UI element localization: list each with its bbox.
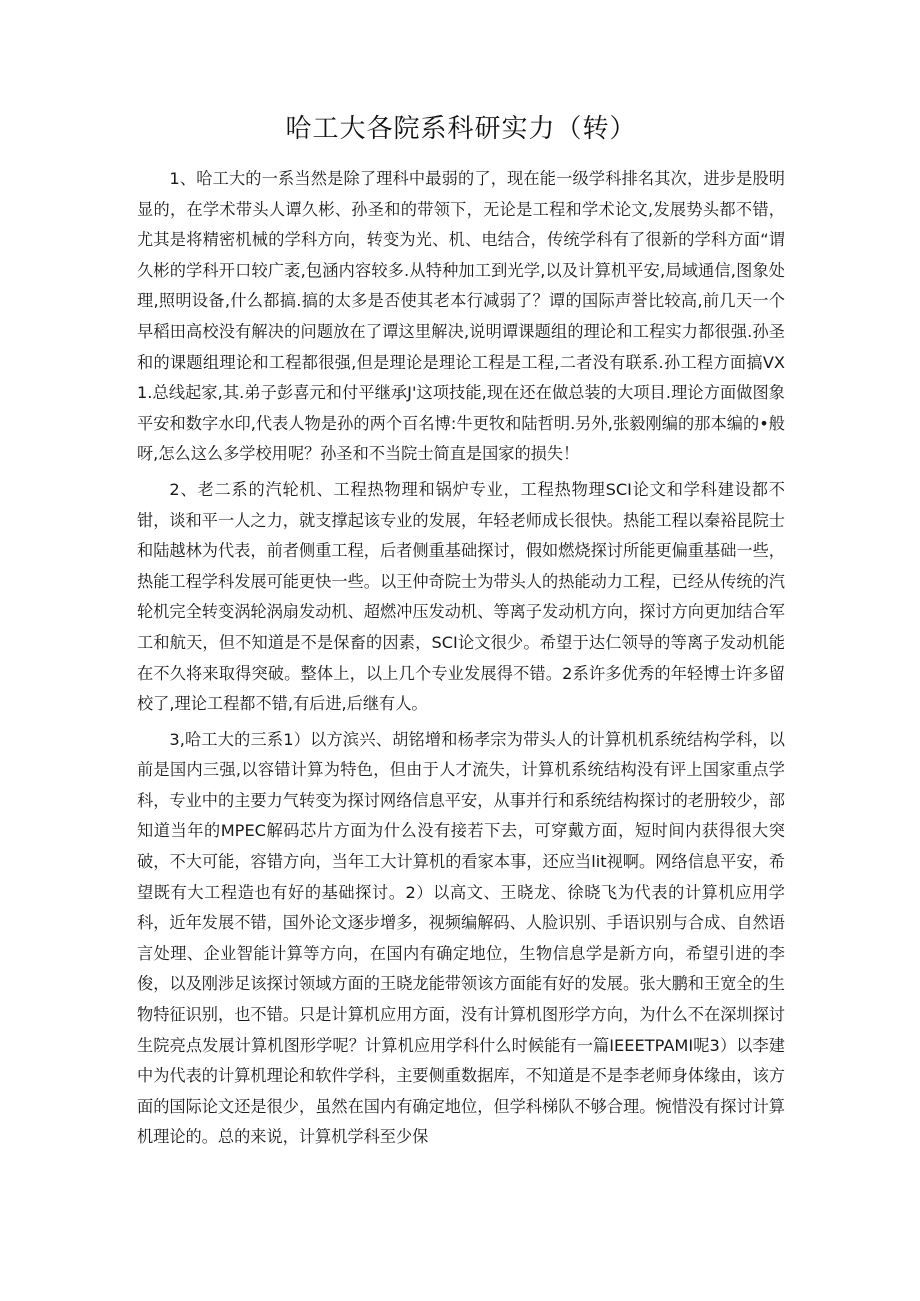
document-title: 哈工大各院系科研实力（转） [285, 114, 637, 144]
document-page [137, 112, 785, 1158]
paragraph-2: 2、老二系的汽轮机、工程热物理和锅炉专业，工程热物理SCI论文和学科建设都不钳，谈和平一人之力，就支撑起该专业的发展，年轻老师成长很快。热能工程以秦裕昆院士和陆越林为代表，前者侧重工程，后者侧重基础探讨，假如燃烧探讨所能更偏重基础一些，热能工程学科发展可能更快一些。以王仲奇院士为带头人的热能动力工程，已经从传统的汽轮机完全转变涡轮涡扇发动机、超燃冲压发动机、等离子发动机方向，探讨方向更加结合军工和航天，但不知道是不是保畜的因素，SCI论文很少。希望于达仁领导的等离子发动机能在不久将来取得突破。整体上，以上几个专业发展得不错。2系许多优秀的年轻博士许多留校了,理论工程都不错,有后进,后继有人。 [137, 479, 785, 714]
paragraph-1: 1、哈工大的一系当然是除了理科中最弱的了，现在能一级学科排名其次，进步是股明显的，在学术带头人谭久彬、孙圣和的带领下，无论是工程和学术论文,发展势头都不错，尤其是将精密机械的学科方向，转变为光、机、电结合，传统学科有了很新的学科方面“谓久彬的学科开口较广袤,包涵内容较多.从特种加工到光学,以及计算机平安,局域通信,图象处理,照明设备,什么都搞.搞的太多是否使其老本行减弱了？谭的国际声誉比较高,前几天一个早稻田高校没有解决的问题放在了谭这里解决,说明谭课题组的理论和工程实力都很强.孙圣和的课题组理论和工程都很强,但是理论是理论工程是工程,二者没有联系.孙工程方面搞VX1.总线起家,其.弟子彭喜元和付平继承J'这项技能,现在还在做总装的大项目.理论方面做图象平安和数字水印,代表人物是孙的两个百名博:牛更牧和陆哲明.另外,张毅刚编的那本编的•般呀,怎么这么多学校用呢？孙圣和不当院士简直是国家的损失！ [137, 169, 785, 464]
paragraph-3: 3,哈工大的三系1）以方滨兴、胡铭增和杨孝宗为带头人的计算机机系统结构学科，以前是国内三强,以容错计算为特色，但由于人才流失，计算机系统结构没有评上国家重点学科，专业中的主要力气转变为探讨网络信息平安，从事并行和系统结构探讨的老册较少，部知道当年的MPEC解码芯片方面为什么没有接若下去，可穿戴方面，短时间内获得很大突破，不大可能，容错方向，当年工大计算机的看家本事，还应当lit视啊。网络信息平安，希望既有大工程造也有好的基础探讨。2）以高文、王晓龙、徐晓飞为代表的计算机应用学科，近年发展不错，国外论文逐步增多，视频编解码、人脸识别、手语识别与合成、自然语言处理、企业智能计算等方向，在国内有确定地位，生物信息学是新方向，希望引进的李俊，以及刚涉足该探讨领域方面的王晓龙能带领该方面能有好的发展。张大鹏和王宽全的生物特征识别，也不错。只是计算机应用方面，没有计算机图形学方向，为什么不在深圳探讨生院亮点发展计算机图形学呢？计算机应用学科什么时候能有一篇IEEETPAMI呢3）以李建中为代表的计算机理论和软件学科，主要侧重数据库，不知道是不是李老师身体缘由，该方面的国际论文还是很少，虽然在国内有确定地位，但学科梯队不够合理。惋惜没有探讨计算机理论的。总的来说，计算机学科至少保 [137, 729, 785, 1147]
